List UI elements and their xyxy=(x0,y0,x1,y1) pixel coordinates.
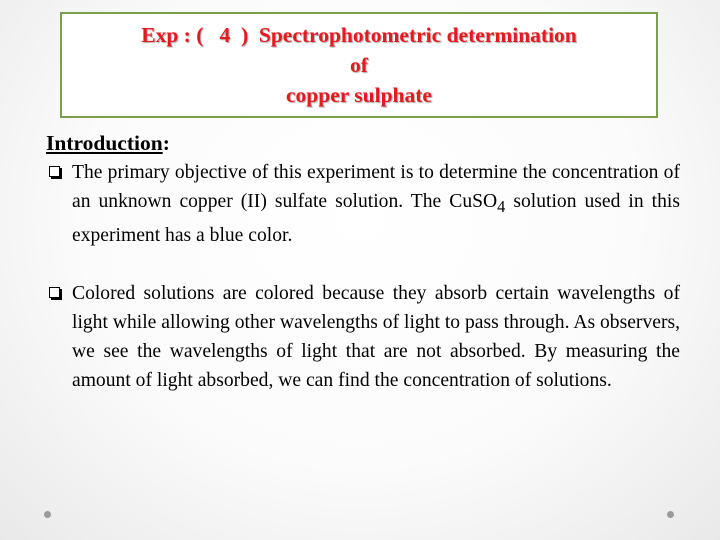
bullet-item-1 xyxy=(46,158,680,250)
title-line-3: copper sulphate xyxy=(286,83,432,107)
title-box xyxy=(60,12,658,118)
section-heading xyxy=(46,128,680,158)
slide-content xyxy=(46,128,680,395)
bullet-item-2 xyxy=(46,279,680,395)
bullet-2-text: Colored solutions are colored because they absorb certain wavelengths of light while allowing other wavelengths of light to pass through. As observers, we see the wavelengths of light that are not absorbed. By measuring the amount of light absorbed, we can find the concentration of solutions. xyxy=(72,282,680,391)
section-heading-colon: : xyxy=(162,131,170,155)
footer-dot-right xyxy=(667,511,674,518)
checkbox-bullet-icon xyxy=(49,287,60,298)
spacer xyxy=(46,250,680,279)
checkbox-bullet-icon xyxy=(49,166,60,177)
title-line-1: Exp : ( 4 ) Spectrophotometric determination xyxy=(141,23,577,47)
footer-dot-left xyxy=(44,511,51,518)
section-heading-text: Introduction xyxy=(46,131,163,155)
bullet-1-subscript: 4 xyxy=(497,196,506,216)
bullet-1-text-start: The primary objective of this experiment is to determine the concentration of an unknown copper (II) sulfate solution. The CuSO xyxy=(72,162,680,212)
bullet-1-text-end: solution used in this experiment has a blue color. xyxy=(72,191,680,246)
title-line-2: of xyxy=(350,53,368,77)
